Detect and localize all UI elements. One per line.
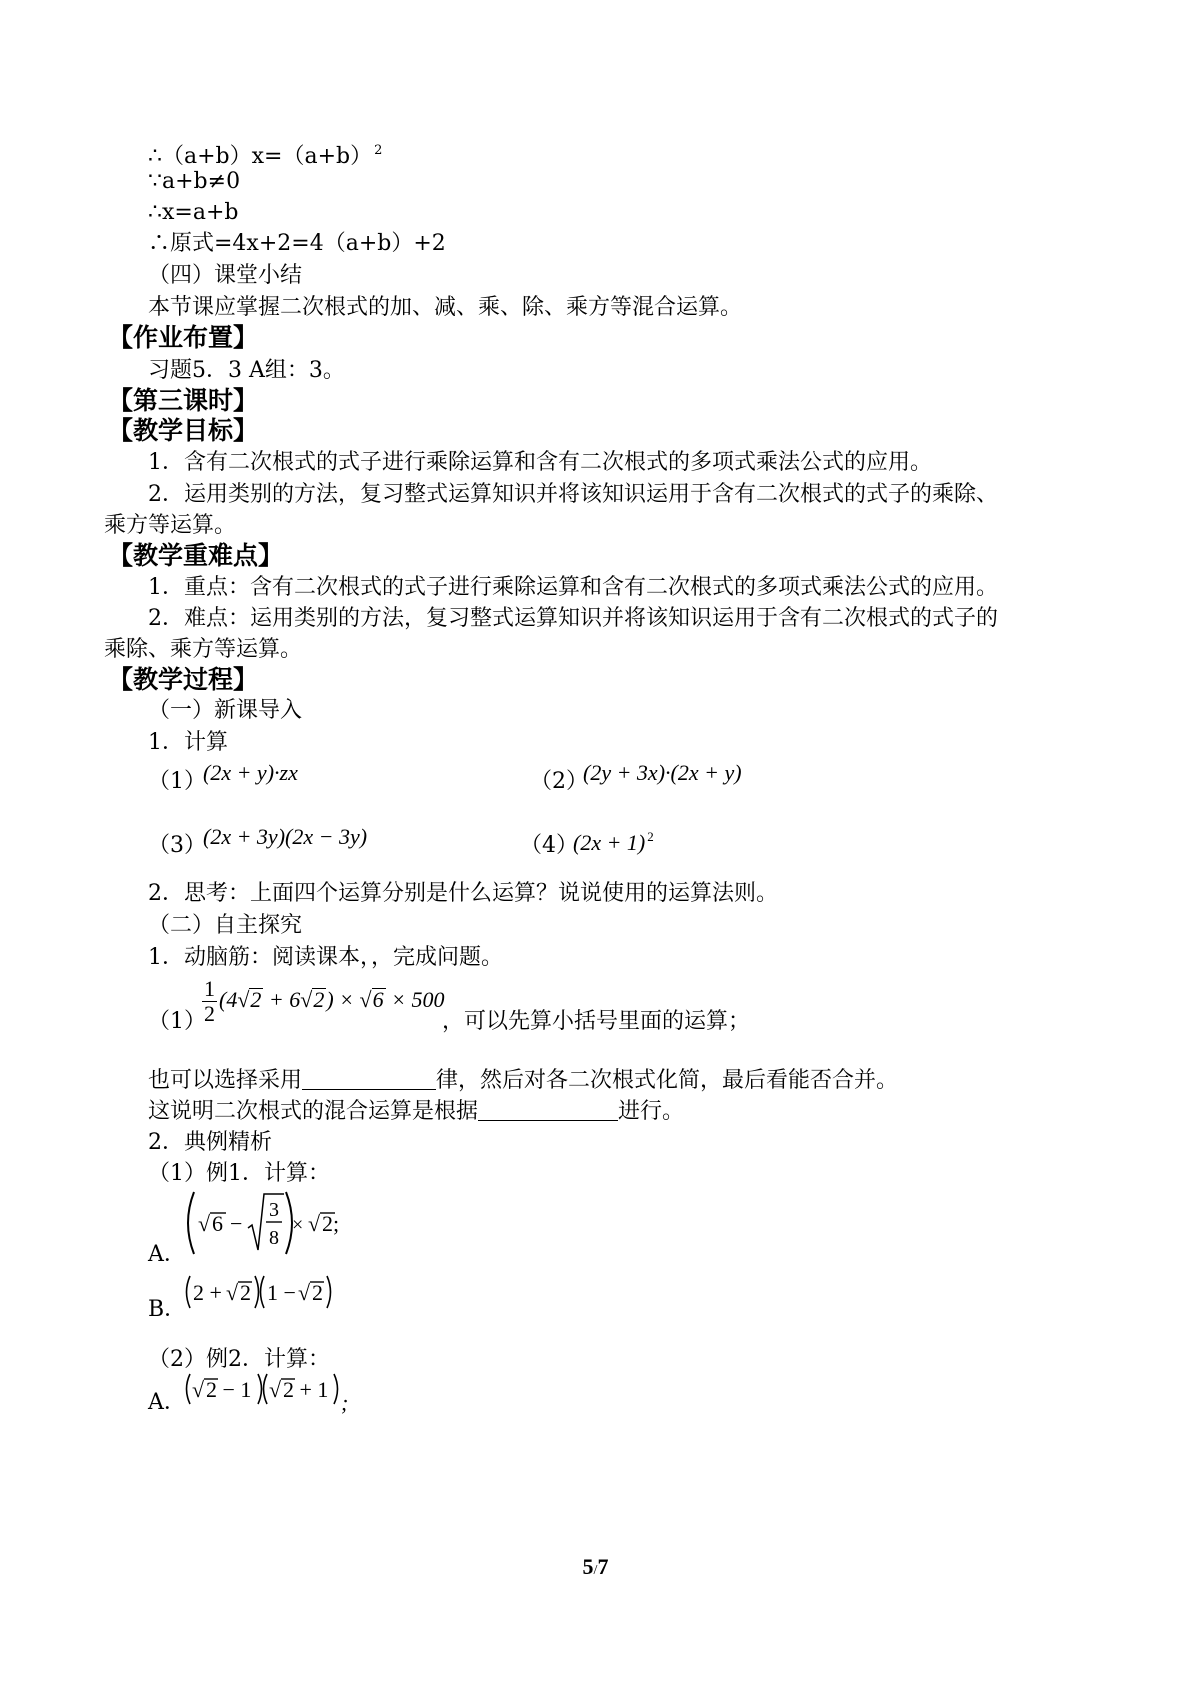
text-line: ∵a+b≠0 bbox=[148, 169, 241, 194]
text-line: 1．计算 bbox=[148, 730, 228, 755]
text-line: ∴原式=4x+2=4（a+b）+2 bbox=[148, 231, 446, 256]
svg-text:6: 6 bbox=[212, 1211, 223, 1236]
key-point-2-cont: 乘除、乘方等运算。 bbox=[104, 637, 303, 662]
example-1-title: （1）例1．计算： bbox=[148, 1161, 330, 1186]
text-line: 本节课应掌握二次根式的加、减、乘、除、乘方等混合运算。 bbox=[148, 295, 743, 320]
svg-text:√: √ bbox=[269, 1377, 282, 1402]
fill-in-sentence-2: 这说明二次根式的混合运算是根据 进行。 bbox=[148, 1099, 685, 1124]
example-2a-expression bbox=[180, 1368, 340, 1410]
text-line: ∴（a+b）x=（a+b） $^2$ bbox=[148, 143, 383, 169]
svg-text:2: 2 bbox=[240, 1280, 251, 1305]
problem-4-expression: (2x + 1) $^2$ bbox=[573, 829, 654, 855]
svg-text:8: 8 bbox=[269, 1227, 279, 1249]
example-1a-label: A． bbox=[148, 1242, 186, 1267]
problem-3-expression: (2x + 3y)(2x − 3y) bbox=[203, 824, 368, 849]
heading-goals: 【教学目标】 bbox=[108, 416, 259, 445]
semicolon: ; bbox=[341, 1390, 349, 1415]
heading-process: 【教学过程】 bbox=[108, 665, 259, 694]
svg-text:2 − 1: 2 − 1 bbox=[206, 1377, 252, 1402]
problem-3-label: （3） bbox=[148, 833, 206, 858]
answer-blank[interactable] bbox=[478, 1100, 618, 1121]
svg-text:√: √ bbox=[226, 1280, 239, 1305]
svg-text:√: √ bbox=[298, 1280, 311, 1305]
problem-1-label: （1） bbox=[148, 769, 206, 794]
goal-2: 2．运用类别的方法，复习整式运算知识并将该知识运用于含有二次根式的式子的乘除、 bbox=[148, 482, 998, 507]
text-line: ∴x=a+b bbox=[148, 200, 239, 225]
svg-text:2 +: 2 + bbox=[193, 1280, 222, 1305]
question-1-expression: $\frac{1}{2}$ (4√2 + 6√2) × √6 × 500 bbox=[204, 976, 445, 1027]
example-2a-label: A． bbox=[148, 1390, 186, 1415]
heading-homework: 【作业布置】 bbox=[108, 323, 259, 352]
section-subtitle: （四）课堂小结 bbox=[148, 263, 303, 288]
example-1b-expression bbox=[180, 1270, 340, 1314]
text-line: 1．动脑筋：阅读课本，，完成问题。 bbox=[148, 945, 503, 970]
problem-1-expression: (2x + y)·zx bbox=[203, 760, 298, 785]
svg-text:√: √ bbox=[192, 1377, 205, 1402]
question-1-tail: ，可以先算小括号里面的运算； bbox=[442, 1009, 751, 1034]
page-number: 5/7 bbox=[582, 1554, 609, 1579]
svg-text:√: √ bbox=[308, 1211, 321, 1236]
heading-third-lesson: 【第三课时】 bbox=[108, 386, 259, 415]
problem-2-expression: (2y + 3x)·(2x + y) bbox=[583, 760, 742, 785]
superscript: 2 bbox=[374, 143, 383, 158]
key-point-1: 1．重点：含有二次根式的式子进行乘除运算和含有二次根式的多项式乘法公式的应用。 bbox=[148, 575, 998, 600]
problem-2-label: （2） bbox=[530, 769, 588, 794]
svg-text:1 −: 1 − bbox=[267, 1280, 296, 1305]
heading-key-points: 【教学重难点】 bbox=[108, 541, 284, 570]
fraction: $\frac{1}{2}$ bbox=[204, 976, 215, 1027]
text-line: 2．典例精析 bbox=[148, 1130, 272, 1155]
svg-text:−: − bbox=[230, 1211, 243, 1236]
superscript: 2 bbox=[647, 829, 654, 844]
svg-text:3: 3 bbox=[269, 1199, 279, 1221]
example-1a-expression bbox=[180, 1188, 350, 1258]
key-point-2: 2．难点：运用类别的方法，复习整式运算知识并将该知识运用于含有二次根式的式子的 bbox=[148, 606, 998, 631]
goal-2-cont: 乘方等运算。 bbox=[104, 513, 237, 538]
problem-4-label: （4） bbox=[520, 833, 578, 858]
example-1b-label: B． bbox=[148, 1297, 187, 1322]
svg-text:√: √ bbox=[198, 1211, 211, 1236]
fill-in-sentence-1: 也可以选择采用 律，然后对各二次根式化简，最后看能否合并。 bbox=[148, 1068, 899, 1093]
section-subtitle: （一）新课导入 bbox=[148, 698, 303, 723]
text-line: 2．思考：上面四个运算分别是什么运算？说说使用的运算法则。 bbox=[148, 881, 778, 906]
svg-text:2;: 2; bbox=[322, 1211, 340, 1236]
goal-1: 1．含有二次根式的式子进行乘除运算和含有二次根式的多项式乘法公式的应用。 bbox=[148, 450, 932, 475]
section-subtitle: （二）自主探究 bbox=[148, 913, 303, 938]
svg-text:2 + 1: 2 + 1 bbox=[283, 1377, 329, 1402]
example-2-title: （2）例2．计算： bbox=[148, 1347, 330, 1372]
svg-text:×: × bbox=[292, 1214, 304, 1236]
question-1-label: （1） bbox=[148, 1009, 206, 1034]
answer-blank[interactable] bbox=[302, 1069, 436, 1090]
svg-text:2: 2 bbox=[312, 1280, 323, 1305]
homework-text: 习题5．3 A组：3。 bbox=[148, 358, 345, 383]
